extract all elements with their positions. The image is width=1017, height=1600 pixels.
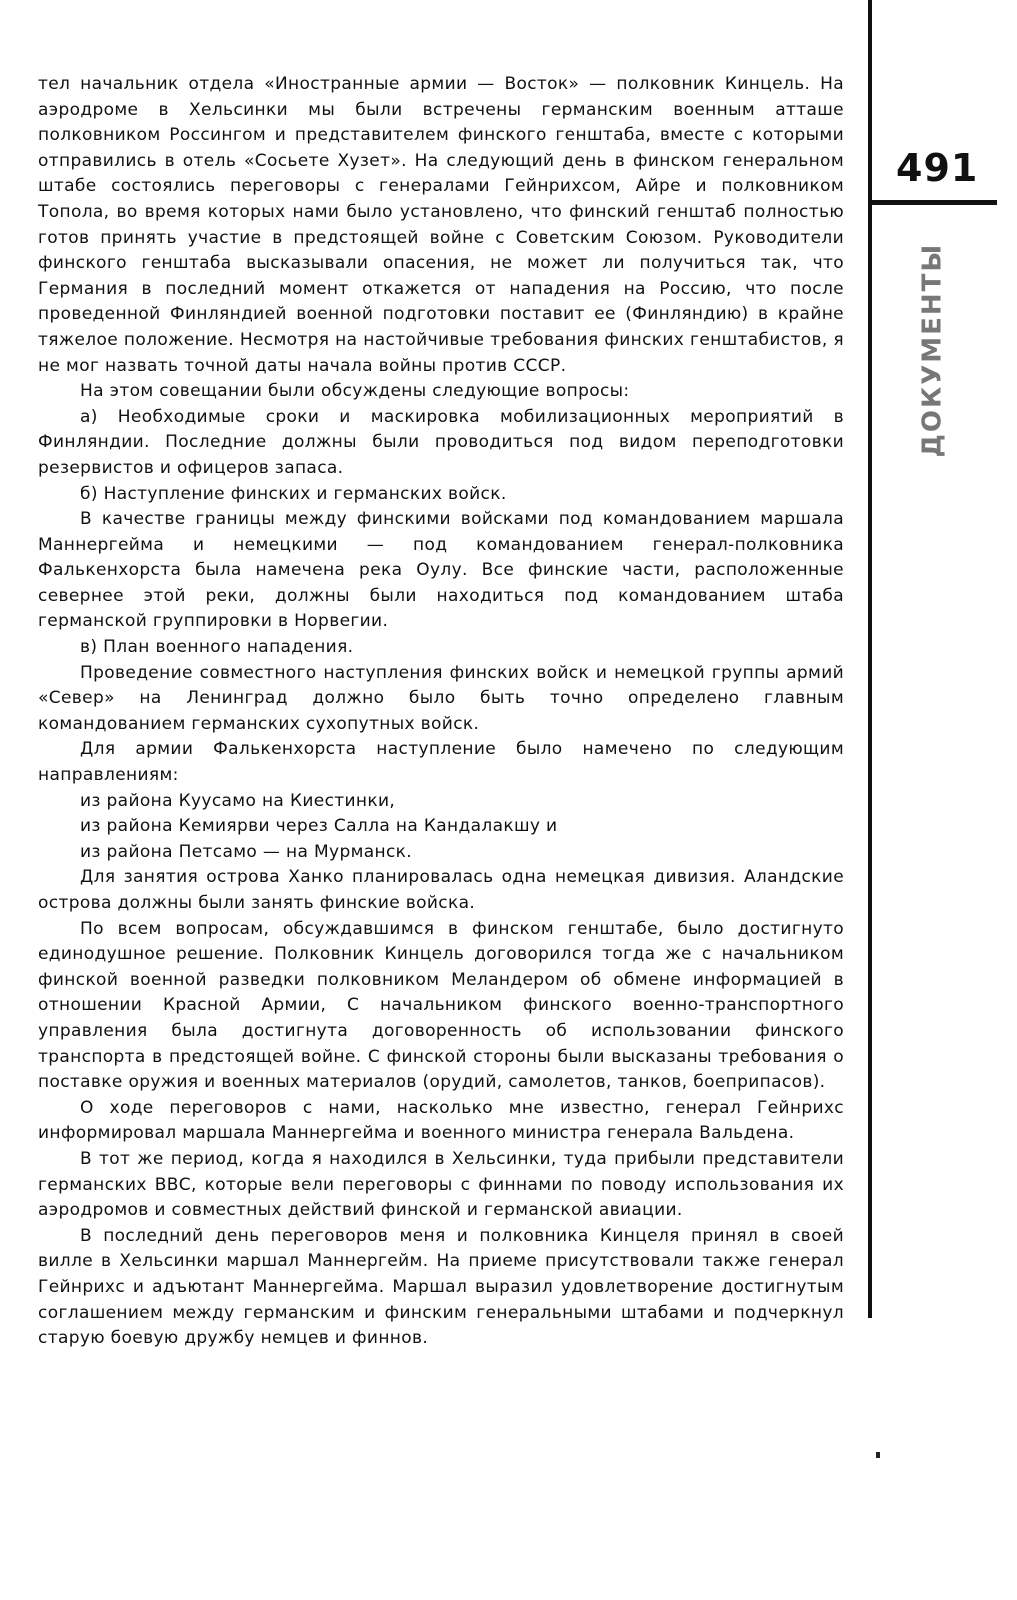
vertical-rule: [868, 0, 872, 1318]
paragraph: В последний день переговоров меня и полковника Кинцеля принял в своей вилле в Хельсинки маршал Маннергейм. На приеме присутствовали также генерал Гейнрихс и адъютант Маннергейма. Маршал выразил удовлетворение достигнутым соглашением между германским и финским генеральными штабами и подчеркнул старую боевую дружбу немцев и финнов.: [38, 1225, 844, 1349]
list-item: из района Куусамо на Киестинки,: [80, 790, 396, 811]
list-item: из района Кемиярви через Салла на Кандалакшу и: [80, 816, 558, 837]
paragraph: а) Необходимые сроки и маскировка мобилизационных мероприятий в Финляндии. Последние должны были проводиться под видом переподготовки резервистов и офицеров запаса.: [38, 406, 844, 478]
section-label-text: ДОКУМЕНТЫ: [917, 242, 947, 458]
paragraph: Для занятия острова Ханко планировалась одна немецкая дивизия. Аландские острова должны были занять финские войска.: [38, 867, 844, 913]
page-number: 491: [896, 146, 979, 190]
paragraph: тел начальник отдела «Иностранные армии — Восток» — полковник Кинцель. На аэродроме в Хельсинки мы были встречены германским военным атташе полковником Россингом и представителем финского генштаба, вместе с которыми отправились в отель «Сосьете Хузет». На следующий день в финском генеральном штабе состоялись переговоры с генералами Гейнрихсом, Айре и полковником Топола, во время которых нами было установлено, что финский генштаб полностью готов принять участие в предстоящей войне с Советским Союзом. Руководители финского генштаба высказывали опасения, не может ли получиться так, что Германия в последний момент откажется от нападения на Россию, что после проведенной Финляндией военной подготовки поставит ее (Финляндию) в крайне тяжелое положение. Несмотря на настойчивые требования финских генштабистов, я не мог назвать точной даты начала войны против СССР.: [38, 74, 844, 376]
paragraph: б) Наступление финских и германских войск.: [80, 483, 507, 504]
paragraph: По всем вопросам, обсуждавшимся в финском генштабе, было достигнуто единодушное решение. Полковник Кинцель договорился тогда же с начальником финской военной разведки полковником Меландером об обмене информацией в отношении Красной Армии, С начальником финского военно-транспортного управления была достигнута договоренность об использовании финского транспорта в предстоящей войне. С финской стороны были высказаны требования о поставке оружия и военных материалов (орудий, самолетов, танков, боеприпасов).: [38, 918, 844, 1093]
paragraph: В качестве границы между финскими войсками под командованием маршала Маннергейма и немецкими — под командованием генерал-полковника Фалькенхорста была намечена река Оулу. Все финские части, расположенные севернее этой реки, должны были находиться под командованием штаба германской группировки в Норвегии.: [38, 509, 844, 632]
body-text: [38, 72, 844, 1352]
paragraph: в) План военного нападения.: [80, 637, 354, 658]
paragraph: В тот же период, когда я находился в Хельсинки, туда прибыли представители германских ВВС, которые вели переговоры с финнами по поводу использования их аэродромов и совместных действий финской и германской авиации.: [38, 1148, 844, 1221]
section-label: [914, 230, 950, 470]
page-number-rule: [872, 200, 997, 205]
list-item: из района Петсамо — на Мурманск.: [80, 841, 413, 862]
paragraph: Для армии Фалькенхорста наступление было намечено по следующим направлениям:: [38, 739, 844, 786]
paragraph: На этом совещании были обсуждены следующие вопросы:: [80, 381, 630, 402]
margin-mark: [876, 1452, 880, 1458]
paragraph: О ходе переговоров с нами, насколько мне известно, генерал Гейнрихс информировал маршала Маннергейма и военного министра генерала Вальдена.: [38, 1097, 844, 1144]
paragraph: Проведение совместного наступления финских войск и немецкой группы армий «Север» на Ленинград должно было быть точно определено главным командованием германских сухопутных войск.: [38, 662, 844, 734]
